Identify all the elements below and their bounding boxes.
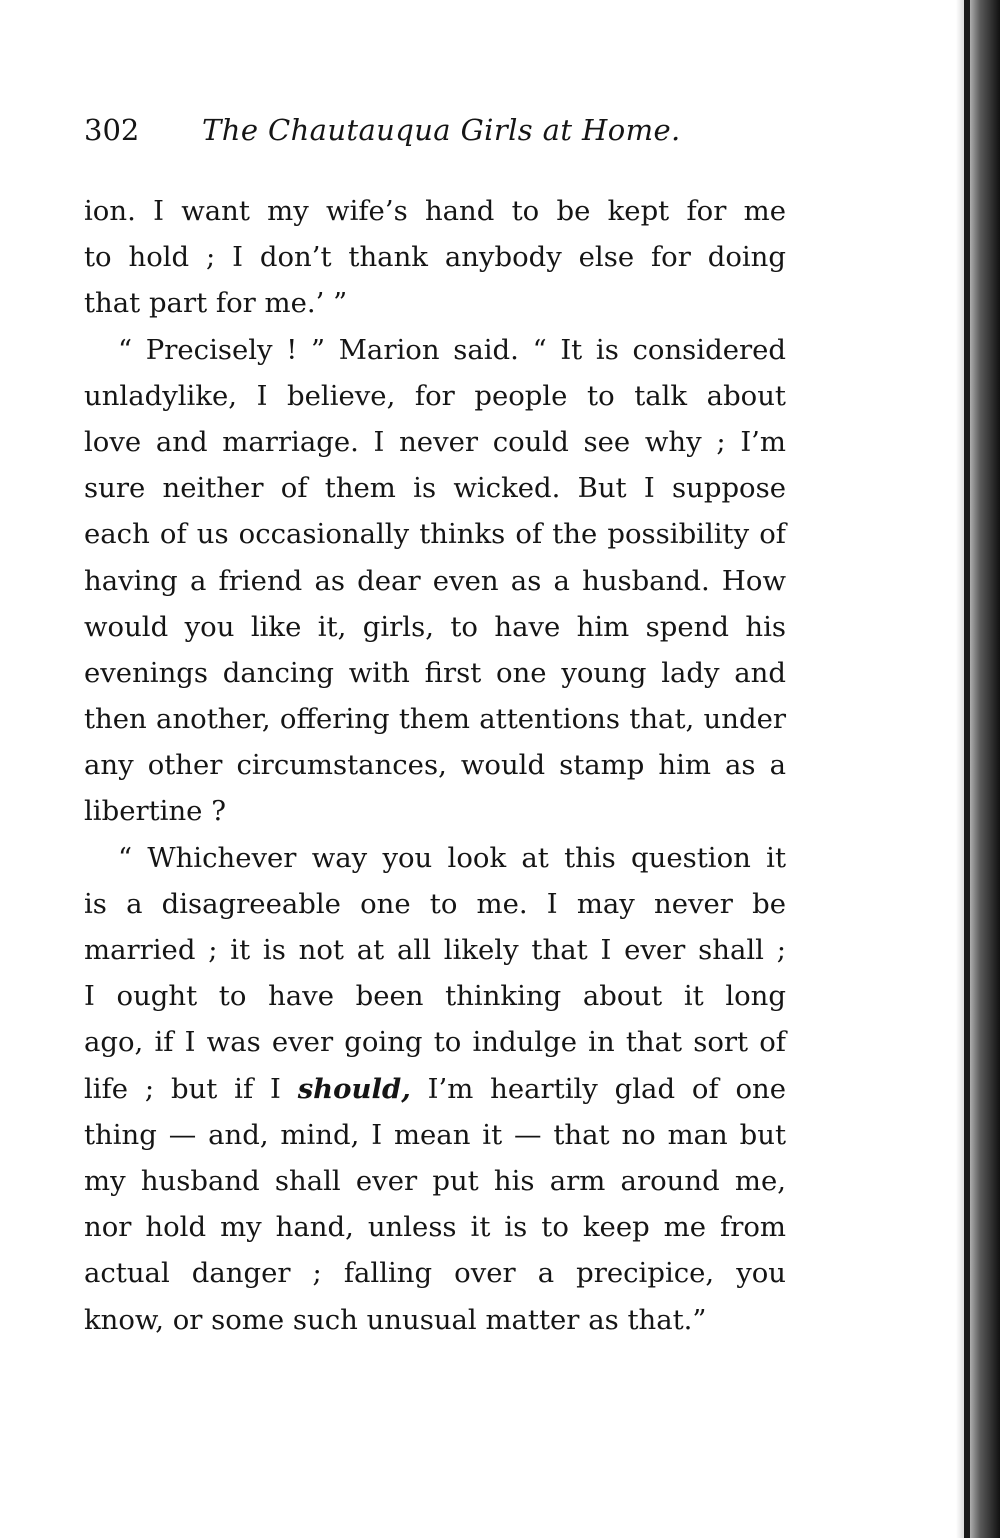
text-line: any other circumstances, would stamp him as a [84,749,786,782]
page-number: 302 [84,113,140,147]
running-title: The Chautauqua Girls at Home. [202,113,681,147]
text-line: thing — and, mind, I mean it — that no man but [84,1118,786,1151]
text-line: know, or some such unusual matter as that.” [84,1303,707,1336]
text-line-end: I’m heartily glad of one [410,1072,786,1105]
text-line: actual danger ; falling over a precipice, you [84,1257,786,1290]
text-line: ago, if I was ever going to indulge in that sort of [84,1026,786,1059]
text-line: I ought to have been thinking about it long [84,980,786,1013]
text-line: then another, offering them attentions that, under [84,703,786,736]
text-line: libertine ? [84,795,226,828]
text-line: “ Whichever way you look at this question it [118,841,786,874]
text-line: ion. I want my wife’s hand to be kept for me [84,195,786,227]
text-line-start: life ; but if I [84,1072,281,1105]
page-header [84,108,784,152]
text-line: my husband shall ever put his arm around me, [84,1164,786,1197]
text-line: is a disagreeable one to me. I may never be [84,887,786,920]
emphasized-word: should, [297,1072,411,1105]
text-line: having a friend as dear even as a husband. How [84,564,786,597]
text-line: each of us occasionally thinks of the possibility of [84,518,786,551]
text-line: married ; it is not at all likely that I ever shall ; [84,934,786,966]
text-line: that part for me.’ ” [84,287,348,320]
binding-shadow [964,0,970,1538]
text-line: love and marriage. I never could see why ; I’m [84,425,786,458]
text-line: “ Precisely ! ” Marion said. “ It is considered [118,333,786,366]
page-binding-edge [956,0,1000,1538]
text-line: to hold ; I don’t thank anybody else for doing [84,241,786,274]
text-line: sure neither of them is wicked. But I suppose [84,472,786,505]
text-line: evenings dancing with first one young lady and [84,656,786,689]
body-text [84,188,786,1343]
text-line [84,1066,786,1112]
text-line: nor hold my hand, unless it is to keep me from [84,1211,786,1244]
text-line: unladylike, I believe, for people to talk about [84,379,786,412]
text-line: would you like it, girls, to have him spend his [84,610,786,643]
